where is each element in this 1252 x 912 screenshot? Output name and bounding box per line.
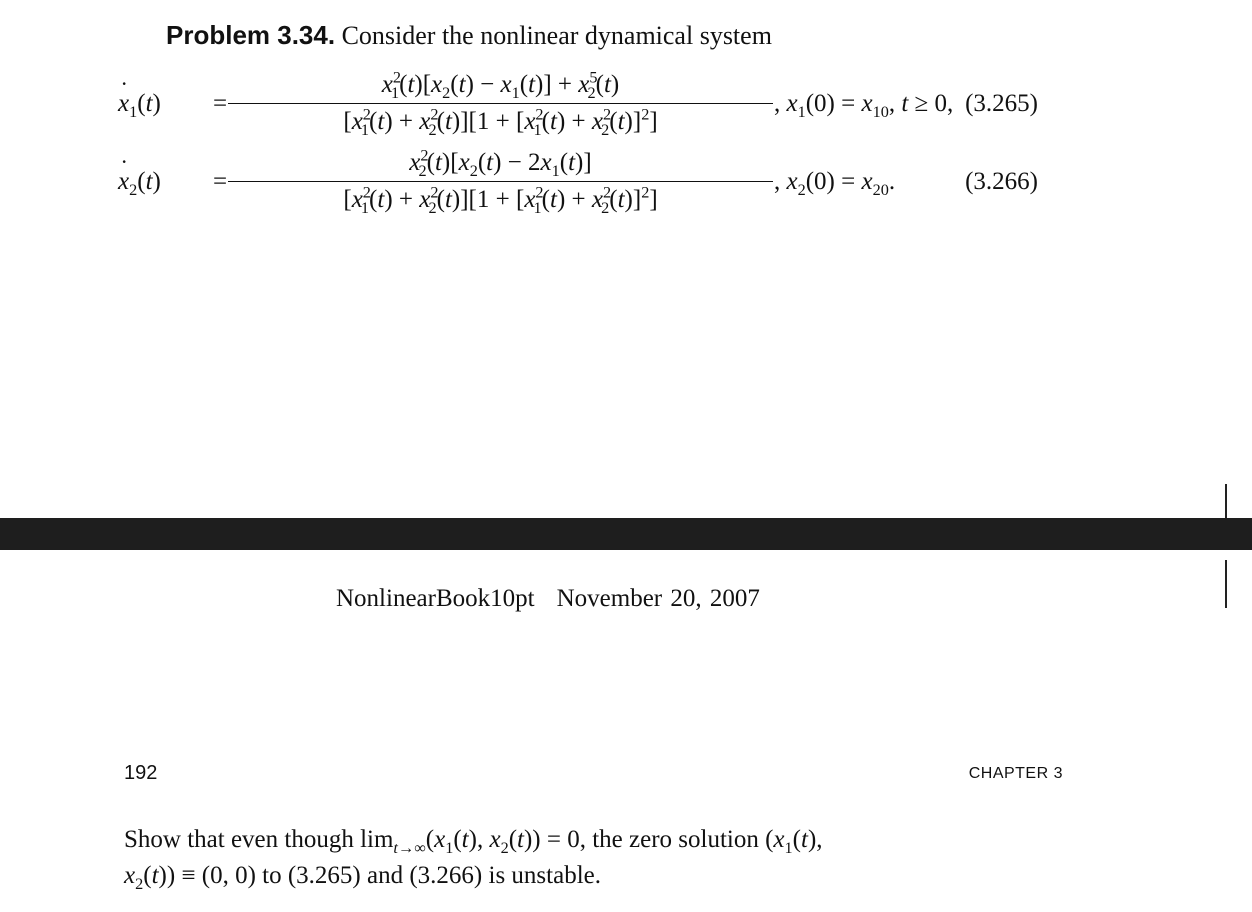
problem-intro: Consider the nonlinear dynamical system: [341, 21, 772, 50]
problem-body: Show that even though $\lim_{t\to\infty}(x_1(t)$, $x_2(t)) = 0$, the zero solution ($x_1(t)$, $x_2(t)) \equiv (0$, 0) to (3.265) and (3.266) is unstable.: [124, 826, 823, 893]
equation-lhs: ˙ $x_2(t)$: [118, 168, 161, 196]
equation-fraction: [228, 146, 773, 217]
equation-number: (3.265): [965, 90, 1038, 117]
numerator: $x^2_1(t)[x_2(t) - x_1(t)] + x^5_2(t)$: [381, 68, 620, 102]
initial-condition: , $x_2(0) = x_{20}$.: [774, 168, 896, 199]
denominator: $[x^2_1(t) + x^2_2(t)][1 + [x^2_1(t) + x^2_2(t)]^2]$: [343, 105, 658, 139]
equals-sign: =: [213, 90, 228, 117]
running-head: [336, 585, 760, 613]
numerator: $x^2_2(t)[x_2(t) - 2x_1(t)]$: [409, 146, 592, 180]
equation-lhs: ˙ $x_1(t)$: [118, 90, 161, 118]
page-edge-mark: [1225, 484, 1227, 518]
equals-sign: =: [213, 168, 228, 195]
equation-3-265: [118, 68, 1038, 146]
book-name: NonlinearBook10pt: [336, 585, 535, 612]
page-separator-band: [0, 518, 1252, 550]
denominator: $[x^2_1(t) + x^2_2(t)][1 + [x^2_1(t) + x^2_2(t)]^2]$: [343, 183, 658, 217]
problem-statement: [166, 20, 772, 51]
equation-number: (3.266): [965, 168, 1038, 195]
chapter-label: CHAPTER 3: [968, 765, 1063, 782]
equation-fraction: [228, 68, 773, 139]
fraction-bar: [228, 181, 773, 182]
page-edge-mark: [1225, 560, 1227, 608]
equation-3-266: [118, 146, 1038, 224]
page-number: 192: [124, 762, 158, 784]
initial-condition: , $x_1(0) = x_{10}$, t ≥ 0,: [774, 90, 954, 121]
problem-label: Problem 3.34.: [166, 20, 336, 50]
book-date: November 20, 2007: [556, 585, 760, 612]
fraction-bar: [228, 103, 773, 104]
